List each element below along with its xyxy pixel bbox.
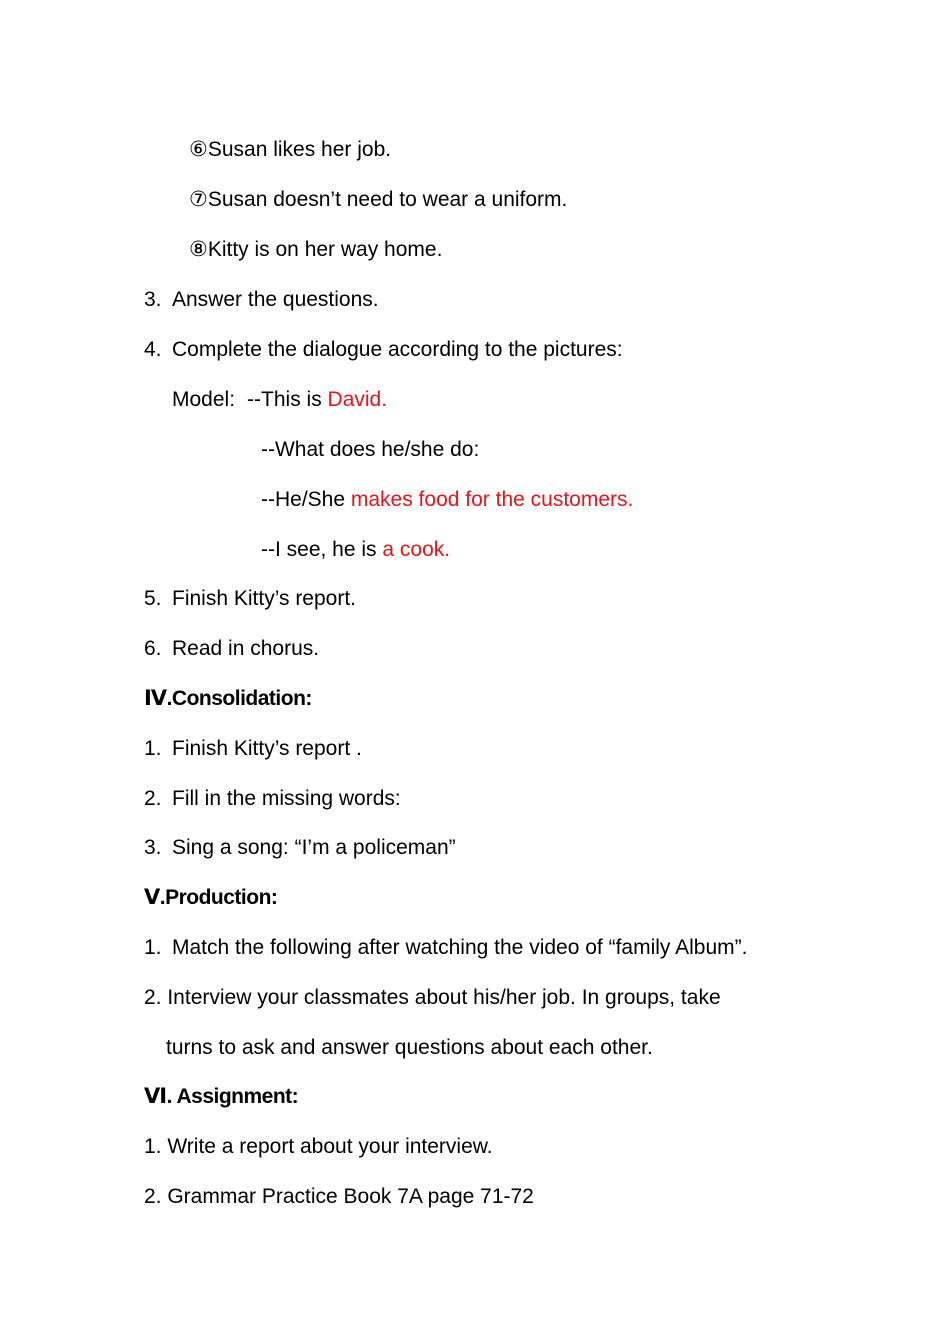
step-text: Finish Kitty’s report. — [172, 587, 357, 610]
production-item-2-line-2: turns to ask and answer questions about each other. — [166, 1036, 653, 1059]
model-line-3 — [261, 487, 633, 513]
item-number: 3. — [144, 836, 162, 859]
step-number: 5. — [144, 587, 162, 610]
step-number: 4. — [144, 338, 162, 361]
step-4 — [144, 337, 623, 363]
step-5 — [144, 586, 356, 612]
sub-item-7: ⑦Susan doesn’t need to wear a uniform. — [189, 188, 568, 211]
assignment-item-1: 1. Write a report about your interview. — [144, 1135, 493, 1158]
production-item-2-line-1: 2. Interview your classmates about his/her job. In groups, take — [144, 986, 721, 1009]
model-line-1-prefix: --This is — [247, 388, 328, 411]
model-line-4-prefix: --I see, he is — [261, 538, 383, 561]
consolidation-item-2 — [144, 786, 401, 812]
model-line-1 — [172, 387, 387, 413]
consolidation-heading: Ⅳ.Consolidation: — [144, 687, 312, 710]
production-heading: Ⅴ.Production: — [144, 886, 278, 909]
model-line-2: --What does he/she do: — [261, 438, 480, 461]
assignment-item-2: 2. Grammar Practice Book 7A page 71-72 — [144, 1185, 534, 1208]
model-line-3-answer: makes food for the customers. — [350, 488, 634, 511]
step-text: Answer the questions. — [172, 288, 379, 311]
sub-item-8: ⑧Kitty is on her way home. — [189, 238, 443, 261]
model-label: Model: — [172, 388, 236, 411]
item-text: Sing a song: “I’m a policeman” — [172, 836, 456, 859]
consolidation-item-1 — [144, 736, 362, 762]
item-text: Match the following after watching the video of “family Album”. — [172, 936, 748, 959]
step-3 — [144, 287, 379, 313]
model-line-1-answer: David. — [327, 388, 388, 411]
step-text: Complete the dialogue according to the pictures: — [172, 338, 623, 361]
step-text: Read in chorus. — [172, 637, 320, 660]
item-number: 1. — [144, 936, 162, 959]
step-number: 6. — [144, 637, 162, 660]
step-6 — [144, 636, 319, 662]
item-text: Finish Kitty’s report . — [172, 737, 362, 760]
item-number: 2. — [144, 787, 162, 810]
model-line-4-answer: a cook. — [382, 538, 451, 561]
production-item-1 — [144, 935, 747, 961]
model-line-3-prefix: --He/She — [261, 488, 351, 511]
model-line-4 — [261, 537, 450, 563]
sub-item-6: ⑥Susan likes her job. — [189, 138, 392, 161]
step-number: 3. — [144, 288, 162, 311]
item-number: 1. — [144, 737, 162, 760]
item-text: Fill in the missing words: — [172, 787, 401, 810]
consolidation-item-3 — [144, 835, 456, 861]
assignment-heading: Ⅵ. Assignment: — [144, 1085, 299, 1108]
